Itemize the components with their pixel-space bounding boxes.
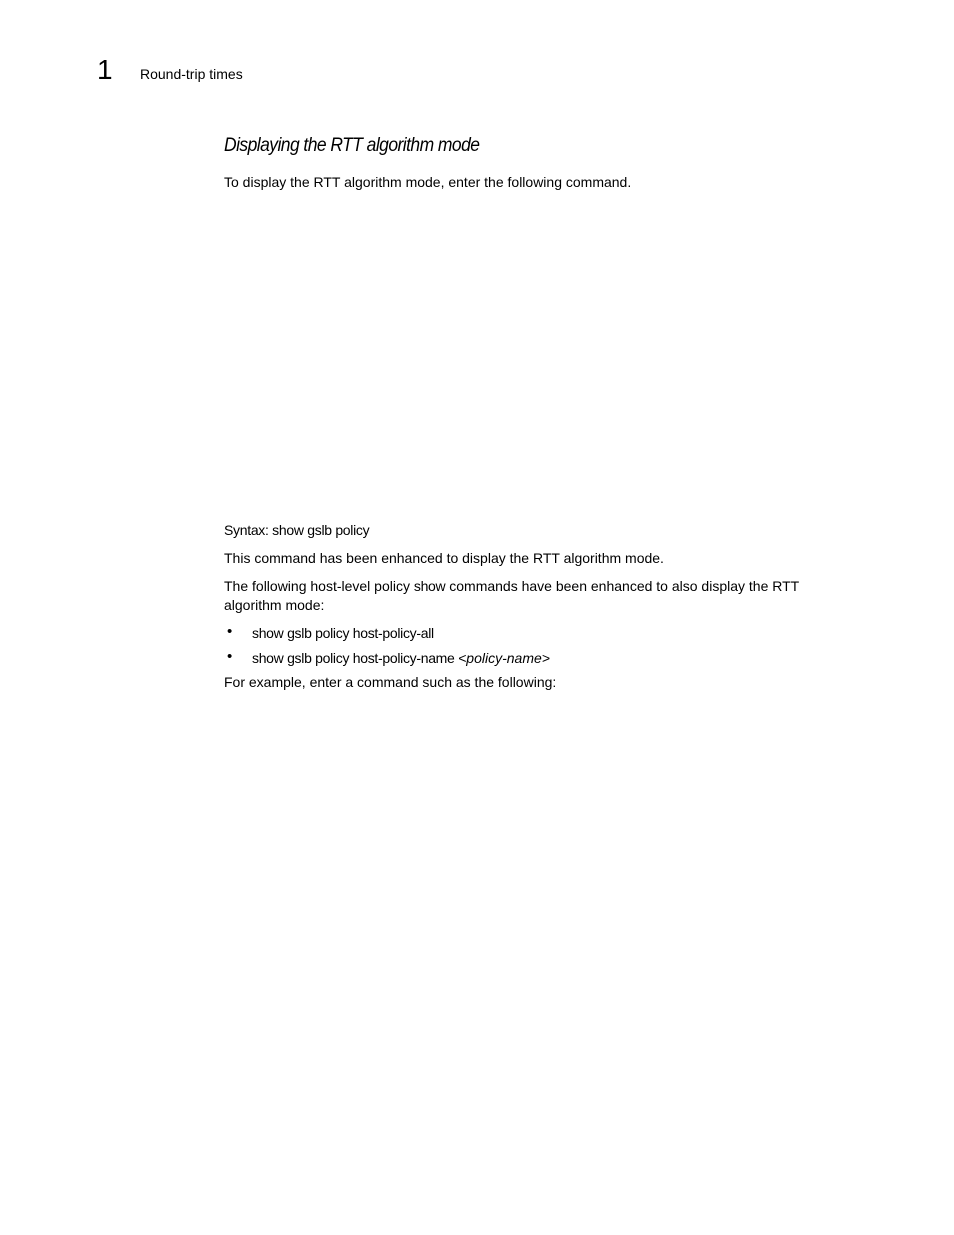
chapter-number: 1 (97, 54, 113, 85)
bullet-icon: • (227, 623, 233, 640)
bullet-command: show gslb policy host-policy-name (252, 650, 459, 666)
host-level-text-start: The following host-level policy (224, 578, 414, 594)
command-bullet-list (224, 624, 834, 674)
host-level-text-end: commands have been enhanced to also display the RTT algorithm mode: (224, 578, 799, 613)
host-level-paragraph (224, 577, 834, 615)
example-paragraph: For example, enter a command such as the following: (224, 674, 557, 690)
bullet-argument: <policy-name> (458, 650, 550, 666)
show-keyword: show (413, 578, 446, 594)
intro-paragraph: To display the RTT algorithm mode, enter the following command. (224, 174, 632, 190)
list-item (224, 624, 834, 649)
syntax-line: Syntax: show gslb policy (224, 522, 370, 538)
enhanced-paragraph: This command has been enhanced to display the RTT algorithm mode. (224, 550, 664, 566)
bullet-command: show gslb policy host-policy-all (252, 625, 434, 641)
running-head: Round-trip times (140, 66, 243, 82)
list-item (224, 649, 834, 674)
bullet-icon: • (227, 648, 233, 665)
section-title: Displaying the RTT algorithm mode (224, 135, 480, 156)
